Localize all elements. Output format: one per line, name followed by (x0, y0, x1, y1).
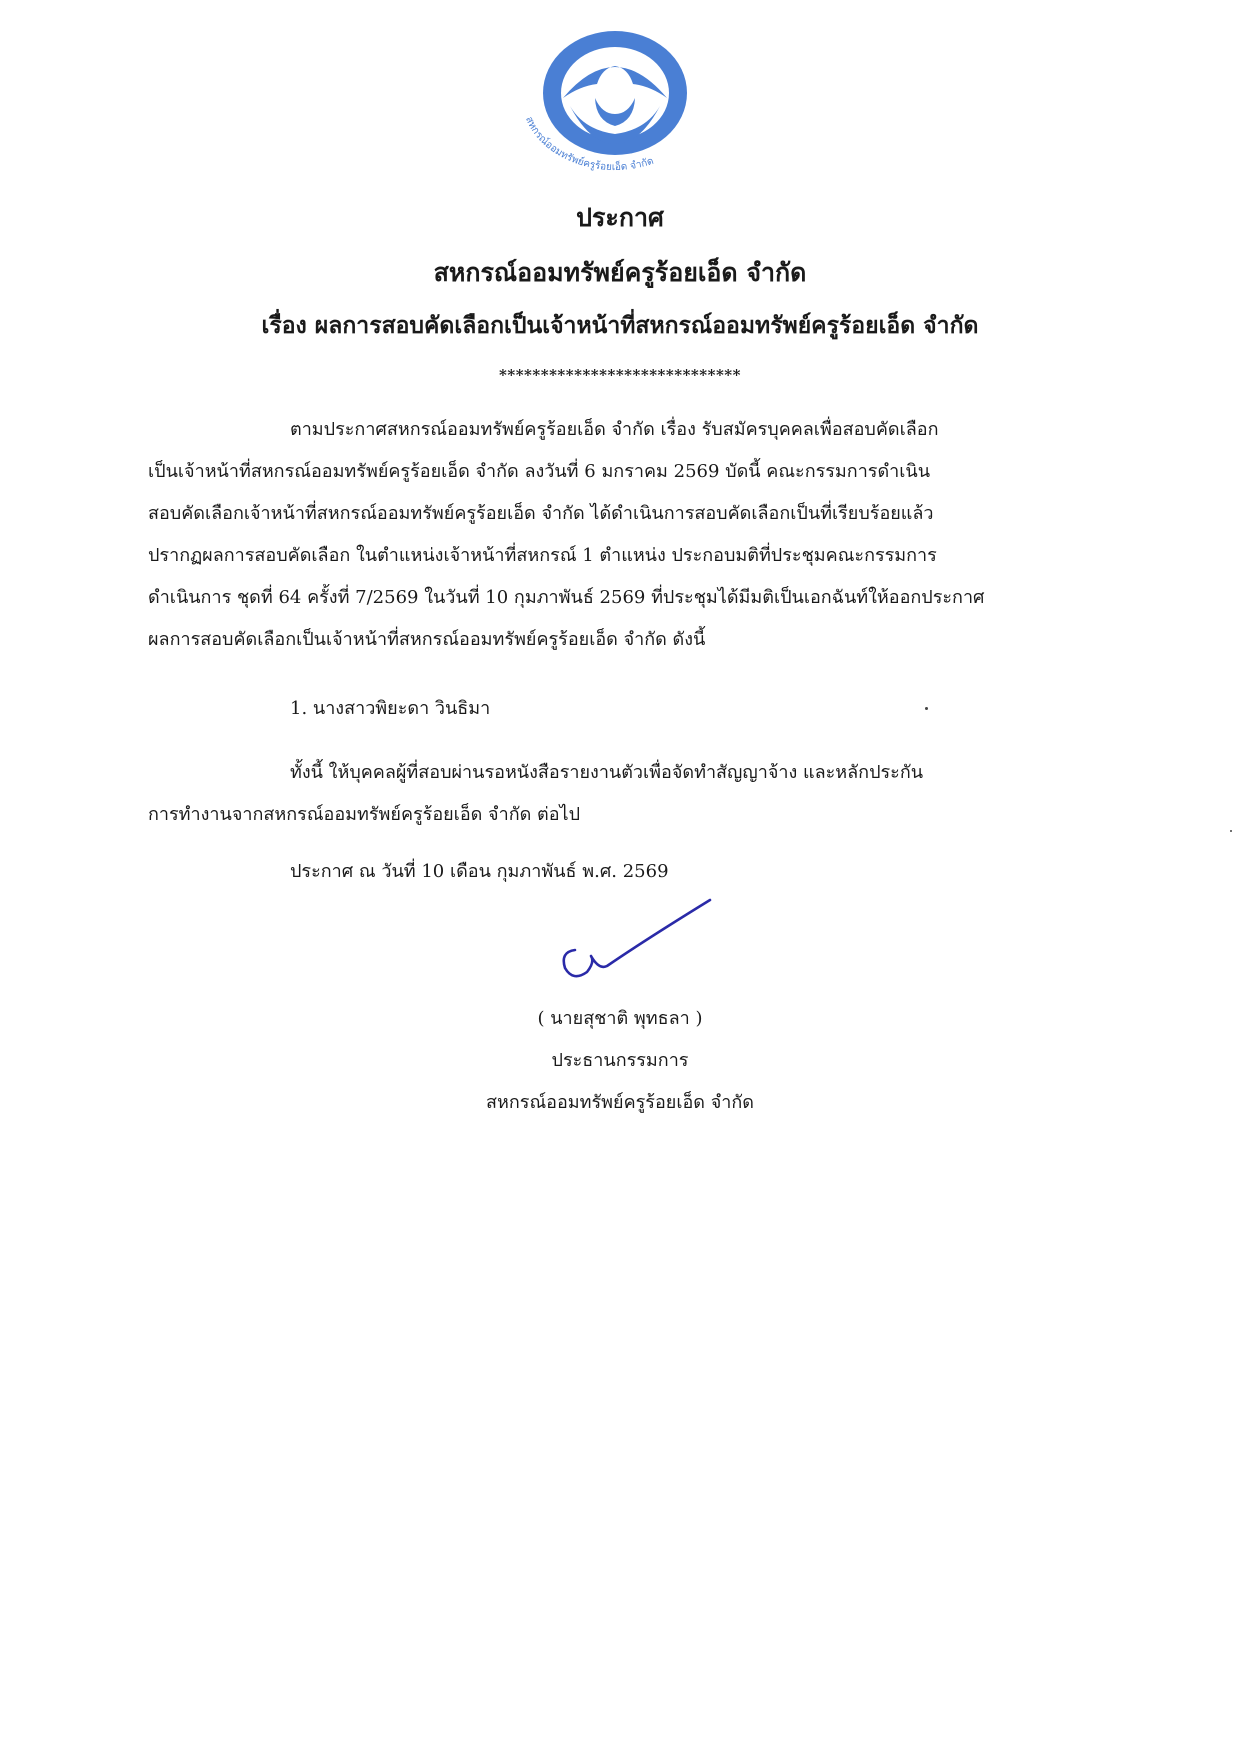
announcement-title: ประกาศ (576, 203, 664, 232)
paragraph-line: ผลการสอบคัดเลือกเป็นเจ้าหน้าที่สหกรณ์ออมทรัพย์ครูร้อยเอ็ด จำกัด ดังนี้ (148, 629, 706, 650)
cooperative-logo (500, 26, 730, 186)
signer-organization: สหกรณ์ออมทรัพย์ครูร้อยเอ็ด จำกัด (486, 1092, 754, 1113)
paragraph-line: ดำเนินการ ชุดที่ 64 ครั้งที่ 7/2569 ในวันที่ 10 กุมภาพันธ์ 2569 ที่ประชุมได้มีมติเป็นเอกฉันท์ให้ออกประกาศ (148, 587, 985, 608)
signer-position: ประธานกรรมการ (551, 1050, 689, 1071)
cooperative-logo-emblem (500, 26, 730, 186)
paragraph-line: ทั้งนี้ ให้บุคคลผู้ที่สอบผ่านรอหนังสือรายงานตัวเพื่อจัดทำสัญญาจ้าง และหลักประกัน (290, 762, 924, 783)
signer-name: ( นายสุชาติ พุทธลา ) (537, 1008, 703, 1029)
selected-candidate-item: 1. นางสาวพิยะดา วินธิมา (290, 698, 491, 719)
scan-speck (925, 707, 928, 710)
announcement-subject: เรื่อง ผลการสอบคัดเลือกเป็นเจ้าหน้าที่สหกรณ์ออมทรัพย์ครูร้อยเอ็ด จำกัด (261, 312, 979, 339)
separator-line: ***************************** (499, 366, 741, 384)
organization-name: สหกรณ์ออมทรัพย์ครูร้อยเอ็ด จำกัด (433, 258, 807, 287)
paragraph-line: เป็นเจ้าหน้าที่สหกรณ์ออมทรัพย์ครูร้อยเอ็ด จำกัด ลงวันที่ 6 มกราคม 2569 บัดนี้ คณะกรรมการดำเนิน (148, 461, 931, 482)
signature-stroke (555, 890, 725, 990)
body-paragraph-2 (148, 752, 1044, 836)
paragraph-line: ปรากฏผลการสอบคัดเลือก ในตำแหน่งเจ้าหน้าที่สหกรณ์ 1 ตำแหน่ง ประกอบมติที่ประชุมคณะกรรมการ (148, 545, 937, 566)
announcement-date: ประกาศ ณ วันที่ 10 เดือน กุมภาพันธ์ พ.ศ. 2569 (290, 861, 669, 882)
logo-ring-text: สหกรณ์ออมทรัพย์ครูร้อยเอ็ด จำกัด (522, 115, 656, 174)
paragraph-line: สอบคัดเลือกเจ้าหน้าที่สหกรณ์ออมทรัพย์ครูร้อยเอ็ด จำกัด ได้ดำเนินการสอบคัดเลือกเป็นที่เรียบร้อยแล้ว (148, 503, 934, 524)
paragraph-line: การทำงานจากสหกรณ์ออมทรัพย์ครูร้อยเอ็ด จำกัด ต่อไป (148, 804, 580, 825)
paragraph-line: ตามประกาศสหกรณ์ออมทรัพย์ครูร้อยเอ็ด จำกัด เรื่อง รับสมัครบุคคลเพื่อสอบคัดเลือก (290, 419, 939, 440)
scan-speck (1230, 830, 1232, 832)
body-paragraph-1 (148, 409, 1044, 661)
handwritten-signature (555, 890, 725, 990)
